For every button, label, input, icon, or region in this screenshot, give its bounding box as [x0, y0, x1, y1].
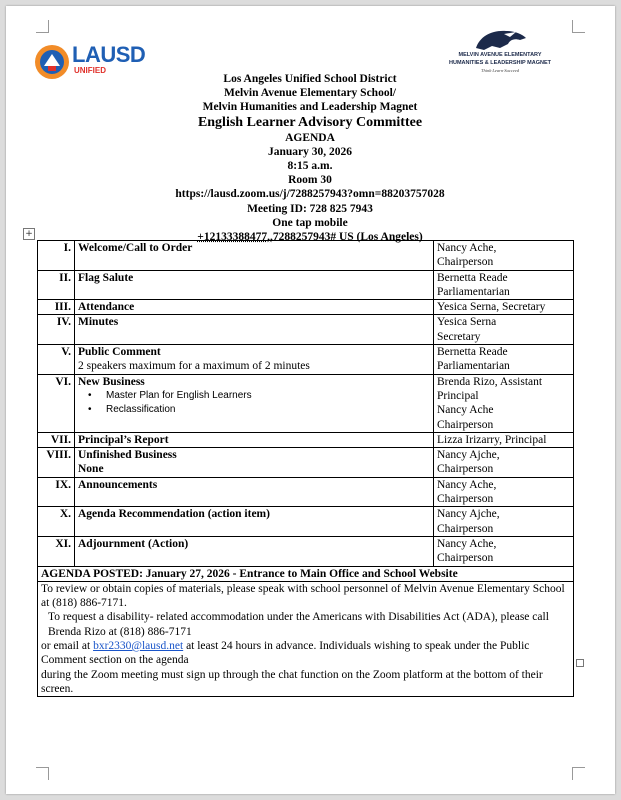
owner-line: Nancy Ajche, [437, 508, 500, 521]
owner-line: Parliamentarian [437, 285, 510, 298]
agenda-row [38, 507, 574, 537]
school-name: Melvin Avenue Elementary School/ [224, 87, 396, 100]
agenda-item-cell [75, 507, 434, 537]
committee-title: English Learner Advisory Committee [197, 114, 423, 130]
footer-line-3 [41, 639, 570, 668]
magnet-name: Melvin Humanities and Leadership Magnet [202, 101, 418, 114]
agenda-item-owner [434, 270, 574, 300]
agenda-item-cell [75, 448, 434, 478]
agenda-item-number: III. [38, 300, 75, 315]
agenda-item-title: Attendance [78, 301, 135, 314]
footer-line-4: during the Zoom meeting must sign up through the chat function on the Zoom platform at the bottom of their screen. [41, 668, 543, 695]
agenda-item-owner [434, 345, 574, 375]
lausd-logo-text: LAUSD [72, 42, 146, 67]
agenda-row [38, 270, 574, 300]
owner-line: Chairperson [437, 522, 494, 535]
agenda-header [100, 72, 520, 244]
agenda-item-bullet: • Reclassification [78, 403, 430, 418]
agenda-item-detail: 2 speakers maximum for a maximum of 2 minutes [78, 360, 310, 373]
agenda-posted: AGENDA POSTED: January 27, 2026 - Entrance to Main Office and School Website [38, 566, 574, 581]
agenda-item-owner [434, 507, 574, 537]
agenda-item-title: Public Comment [78, 346, 161, 359]
agenda-row [38, 448, 574, 478]
agenda-item-cell [75, 241, 434, 271]
agenda-item-cell [75, 315, 434, 345]
agenda-item-number: X. [38, 507, 75, 537]
agenda-item-title: Unfinished Business [78, 449, 177, 462]
footer-line-3-pre: or email at [41, 640, 94, 653]
district-name: Los Angeles Unified School District [223, 73, 397, 85]
agenda-item-number: IV. [38, 315, 75, 345]
phone-link[interactable]: +12133388477,, [197, 231, 273, 244]
owner-line: Chairperson [437, 256, 494, 269]
agenda-item-title: Principal’s Report [78, 433, 169, 446]
crop-mark-bottom-left [36, 767, 49, 780]
footer-notice [38, 581, 574, 696]
crop-mark-top-right [572, 20, 585, 33]
agenda-item-number: XI. [38, 536, 75, 566]
agenda-item-owner [434, 374, 574, 432]
table-resize-handle-icon[interactable] [576, 659, 584, 667]
footer-line-2: To request a disability- related accommodation under the Americans with Disabilities Act (ADA), please call Brenda Rizo at (818) 886-7171 [48, 611, 549, 638]
owner-line: Principal [437, 389, 479, 402]
agenda-item-cell [75, 300, 434, 315]
zoom-url[interactable]: https://lausd.zoom.us/j/7288257943?omn=88203757028 [175, 188, 445, 201]
agenda-item-title: Agenda Recommendation (action item) [78, 508, 270, 521]
agenda-item-owner [434, 536, 574, 566]
agenda-item-cell [75, 270, 434, 300]
footer-row [38, 581, 574, 696]
crop-mark-bottom-right [572, 767, 585, 780]
agenda-item-title: Flag Salute [78, 271, 134, 284]
agenda-row [38, 345, 574, 375]
meeting-time: 8:15 a.m. [287, 160, 333, 173]
owner-line: Nancy Ache [437, 404, 494, 417]
owner-line: Chairperson [437, 552, 494, 565]
owner-line: Chairperson [437, 493, 494, 506]
agenda-item-title: Minutes [78, 316, 119, 329]
owner-line: Parliamentarian [437, 360, 510, 373]
agenda-item-title: Welcome/Call to Order [78, 242, 193, 254]
one-tap-label: One tap mobile [272, 216, 348, 229]
agenda-item-owner [434, 448, 574, 478]
agenda-item-owner [434, 241, 574, 271]
agenda-row [38, 536, 574, 566]
posted-row [38, 566, 574, 581]
agenda-row [38, 300, 574, 315]
agenda-item-title: Adjournment (Action) [78, 537, 189, 550]
agenda-item-owner [434, 477, 574, 507]
agenda-item-number: VIII. [38, 448, 75, 478]
owner-line: Bernetta Reade [437, 346, 508, 359]
agenda-item-title: New Business [78, 375, 145, 388]
agenda-item-cell [75, 477, 434, 507]
agenda-item-cell [75, 536, 434, 566]
lausd-logo-sub: UNIFIED [74, 66, 106, 75]
footer-line-3-post: at least 24 hours in advance. Individuals wishing to speak under the Public Comment section on the agenda [41, 640, 530, 667]
agenda-row [38, 315, 574, 345]
meeting-room: Room 30 [288, 174, 332, 187]
owner-line: Chairperson [437, 463, 494, 476]
owner-line: Bernetta Reade [437, 271, 508, 284]
agenda-row [38, 374, 574, 432]
agenda-item-bullet: • Master Plan for English Learners [78, 389, 430, 404]
agenda-item-cell [75, 374, 434, 432]
agenda-item-number: VI. [38, 374, 75, 432]
agenda-item-number: II. [38, 270, 75, 300]
table-move-handle-icon[interactable]: + [23, 228, 35, 240]
agenda-item-subtitle: None [78, 463, 104, 476]
agenda-table [37, 240, 574, 697]
agenda-row [38, 432, 574, 447]
owner-line: Chairperson [437, 418, 494, 431]
agenda-item-title: Announcements [78, 478, 158, 491]
agenda-item-cell [75, 345, 434, 375]
owner-line: Yesica Serna [437, 316, 497, 329]
meeting-id: Meeting ID: 728 825 7943 [247, 202, 373, 215]
agenda-item-number: VII. [38, 432, 75, 447]
crop-mark-top-left [36, 20, 49, 33]
agenda-row [38, 241, 574, 271]
agenda-row [38, 477, 574, 507]
agenda-item-cell [75, 432, 434, 447]
agenda-item-owner [434, 315, 574, 345]
agenda-item-number: V. [38, 345, 75, 375]
footer-email-link[interactable]: bxr2330@lausd.net [93, 640, 184, 653]
owner-line: Brenda Rizo, Assistant [437, 375, 543, 388]
owner-line: Secretary [437, 330, 481, 343]
agenda-item-owner [434, 432, 574, 447]
owner-line: Nancy Ajche, [437, 449, 500, 462]
agenda-item-number: IX. [38, 477, 75, 507]
meeting-date: January 30, 2026 [267, 145, 353, 158]
owner-line: Nancy Ache, [437, 242, 497, 254]
owner-line: Nancy Ache, [437, 478, 497, 491]
owner-line: Lizza Irizarry, Principal [437, 433, 547, 446]
horse-head-icon [470, 28, 530, 52]
agenda-item-owner [434, 300, 574, 315]
owner-line: Nancy Ache, [437, 537, 497, 550]
owner-line: Yesica Serna, Secretary [437, 301, 546, 314]
agenda-item-number: I. [38, 241, 75, 271]
lausd-seal-icon [34, 44, 70, 80]
phone-rest: 7288257943# US (Los Angeles) [272, 231, 423, 244]
melvin-logo-line2: HUMANITIES & LEADERSHIP MAGNET [449, 60, 551, 66]
melvin-logo-tagline: Think·Learn·Succeed [481, 68, 519, 73]
agenda-label: AGENDA [285, 131, 335, 144]
footer-line-1: To review or obtain copies of materials, please speak with school personnel of Melvin Avenue Elementary School at (818) 886-7171. [41, 582, 565, 610]
melvin-logo-line1: MELVIN AVENUE ELEMENTARY [458, 52, 542, 58]
